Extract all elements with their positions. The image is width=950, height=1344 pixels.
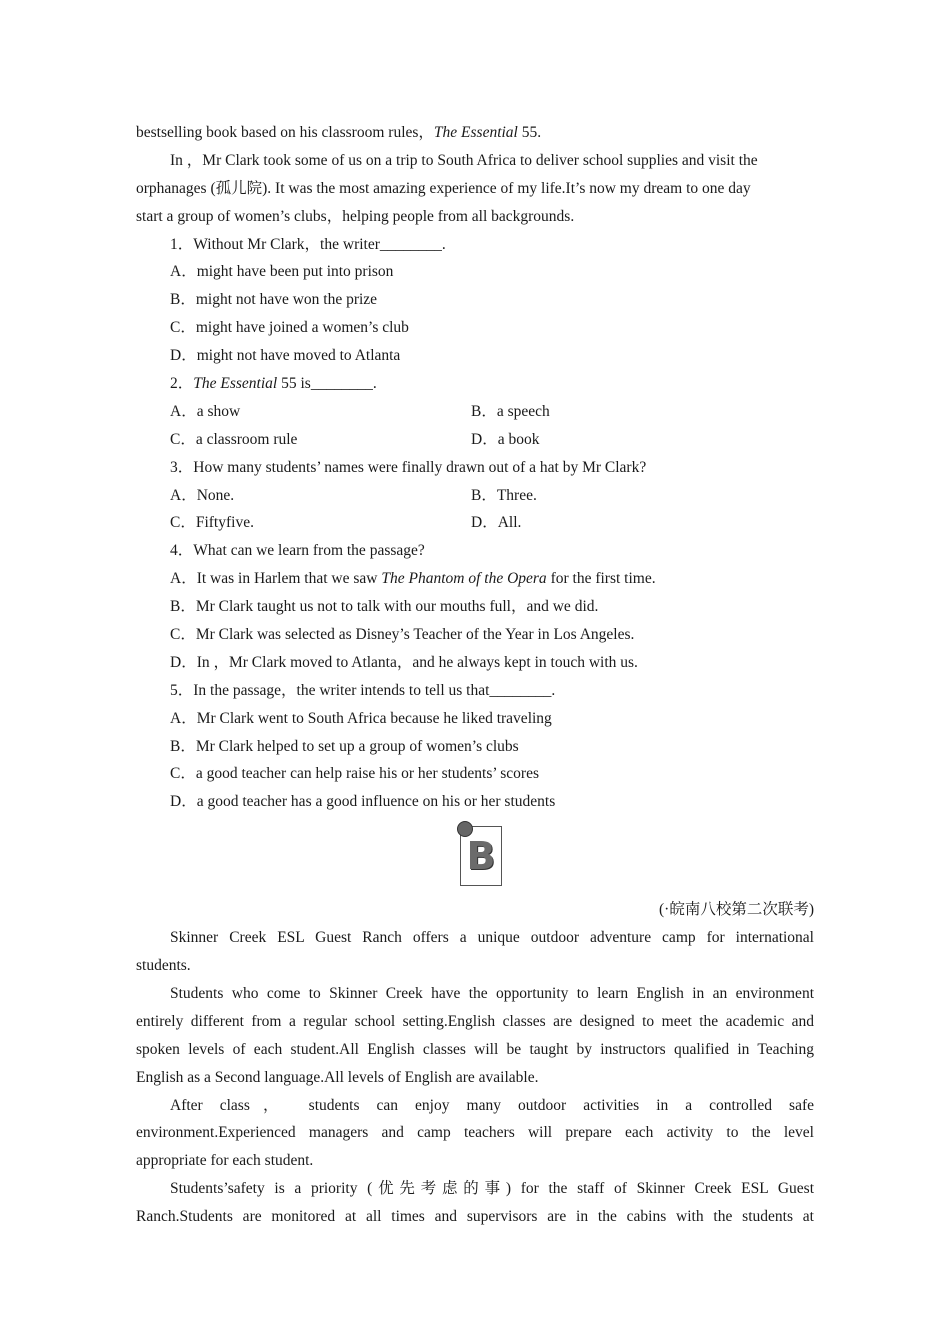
q1-option-c: C．might have joined a women’s club bbox=[170, 319, 409, 337]
passage-line: orphanages (孤儿院). It was the most amazing experience of my life.It’s now my dream to one day bbox=[136, 179, 751, 197]
section-b-badge-area bbox=[136, 816, 814, 896]
q5-option-b: B．Mr Clark helped to set up a group of women’s clubs bbox=[170, 737, 519, 755]
passage-line: environment.Experienced managers and camp teachers will prepare each activity to the level bbox=[136, 1124, 814, 1142]
passage-line: English as a Second language.All levels of English are available. bbox=[136, 1068, 539, 1086]
passage-line: appropriate for each student. bbox=[136, 1152, 314, 1170]
q3-options-row bbox=[136, 509, 814, 537]
passage-line: Ranch.Students are monitored at all times and supervisors are in the cabins with the students at bbox=[136, 1208, 814, 1226]
q2-option-d: D．a book bbox=[471, 430, 540, 448]
q4-option-d: D．In ，Mr Clark moved to Atlanta，and he always kept in touch with us. bbox=[170, 653, 638, 671]
q5-option-a: A．Mr Clark went to South Africa because he liked traveling bbox=[170, 709, 552, 727]
document-page bbox=[136, 119, 814, 1231]
q2-option-c: C．a classroom rule bbox=[170, 430, 298, 448]
question-4-stem: 4．What can we learn from the passage? bbox=[170, 542, 425, 560]
q3-option-a: A．None. bbox=[170, 486, 235, 504]
passage-line: Skinner Creek ESL Guest Ranch offers a unique outdoor adventure camp for international bbox=[170, 929, 814, 947]
passage-line: start a group of women’s clubs，helping people from all backgrounds. bbox=[136, 207, 575, 225]
passage-line: entirely different from a regular school setting.English classes are designed to meet the academic and bbox=[136, 1012, 814, 1030]
passage-line: spoken levels of each student.All English classes will be taught by instructors qualified in Teaching bbox=[136, 1040, 814, 1058]
q4-option-b: B．Mr Clark taught us not to talk with our mouths full，and we did. bbox=[170, 598, 599, 616]
q5-option-d: D．a good teacher has a good influence on his or her students bbox=[170, 793, 556, 811]
q2-options-row bbox=[136, 426, 814, 454]
passage-line: Students who come to Skinner Creek have the opportunity to learn English in an environment bbox=[170, 984, 814, 1002]
q5-option-c: C．a good teacher can help raise his or her students’ scores bbox=[170, 765, 540, 783]
q3-options-row bbox=[136, 482, 814, 510]
q1-option-d: D．might not have moved to Atlanta bbox=[170, 347, 401, 365]
q2-options-row bbox=[136, 398, 814, 426]
section-letter: B bbox=[466, 834, 496, 879]
question-3-stem: 3．How many students’ names were finally drawn out of a hat by Mr Clark? bbox=[170, 458, 647, 476]
q3-option-b: B．Three. bbox=[471, 486, 537, 504]
q1-option-b: B．might not have won the prize bbox=[170, 291, 378, 309]
q3-option-d: D．All. bbox=[471, 514, 522, 532]
q2-option-a: A．a show bbox=[170, 402, 241, 420]
passage-line: After class， students can enjoy many outdoor activities in a controlled safe bbox=[170, 1096, 814, 1114]
question-5-stem: 5．In the passage，the writer intends to tell us that________. bbox=[170, 681, 556, 699]
source-note: (·皖南八校第二次联考) bbox=[659, 901, 814, 919]
q4-option-a: A．It was in Harlem that we saw The Phantom of the Opera for the first time. bbox=[170, 570, 656, 588]
question-1-stem: 1．Without Mr Clark，the writer________. bbox=[170, 235, 446, 253]
passage-line: students. bbox=[136, 957, 191, 975]
passage-line: bestselling book based on his classroom rules，The Essential 55. bbox=[136, 124, 542, 141]
q2-option-b: B．a speech bbox=[471, 402, 550, 420]
section-b-badge bbox=[460, 826, 502, 886]
passage-line: Students’safety is a priority (优先考虑的事) for the staff of Skinner Creek ESL Guest bbox=[170, 1180, 814, 1198]
q4-option-c: C．Mr Clark was selected as Disney’s Teacher of the Year in Los Angeles. bbox=[170, 626, 635, 644]
passage-line: In ，Mr Clark took some of us on a trip to South Africa to deliver school supplies and visit the bbox=[170, 151, 758, 169]
q3-option-c: C．Fiftyfive. bbox=[170, 514, 254, 532]
question-2-stem: 2．The Essential 55 is________. bbox=[170, 375, 377, 393]
q1-option-a: A．might have been put into prison bbox=[170, 263, 394, 281]
